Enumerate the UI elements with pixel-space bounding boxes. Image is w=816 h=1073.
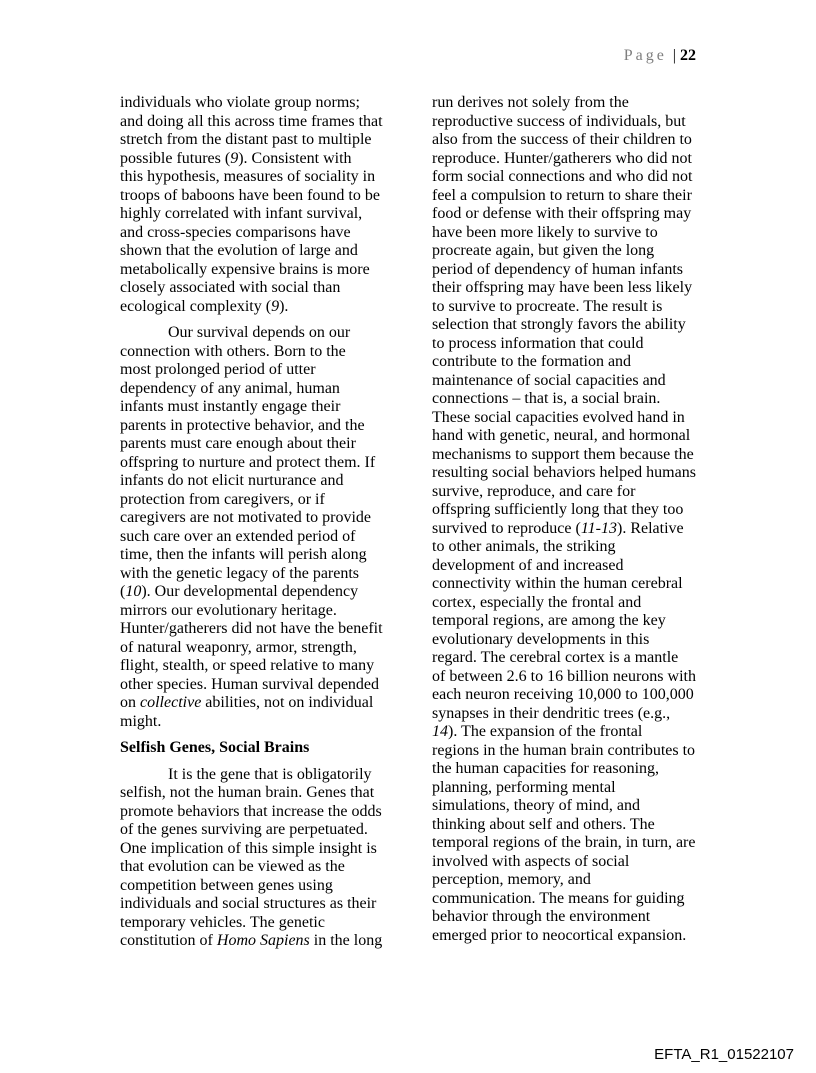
text-line: such care over an extended period of xyxy=(120,527,356,545)
text-line: feel a compulsion to return to share their xyxy=(432,186,692,204)
text-line: of natural weaponry, armor, strength, xyxy=(120,638,357,656)
text-line: connection with others. Born to the xyxy=(120,342,346,360)
page-number: 22 xyxy=(680,47,696,64)
text-line: parents must care enough about their xyxy=(120,435,356,452)
text-line: metabolically expensive brains is more xyxy=(120,260,370,278)
text-segment: ). The expansion of the frontal xyxy=(448,723,643,740)
text-line xyxy=(120,150,405,169)
text-segment: ). xyxy=(279,297,289,315)
text-line: also from the success of their children to xyxy=(432,131,692,148)
paragraph xyxy=(120,324,405,731)
text-line: run derives not solely from the xyxy=(432,94,629,111)
text-line: development of and increased xyxy=(432,556,624,574)
text-line: dependency of any animal, human xyxy=(120,379,340,397)
text-line: stretch from the distant past to multiple xyxy=(120,131,372,148)
text-line: highly correlated with infant survival, xyxy=(120,205,363,222)
text-line: These social capacities evolved hand in xyxy=(432,408,685,426)
text-line: time, then the infants will perish along xyxy=(120,546,367,563)
text-line: protection from caregivers, or if xyxy=(120,490,325,508)
text-line: food or defense with their offspring may xyxy=(432,205,692,222)
text-line: flight, stealth, or speed relative to many xyxy=(120,657,375,674)
italic-text: 14 xyxy=(432,723,448,740)
text-line xyxy=(120,583,405,602)
text-line: this hypothesis, measures of sociality in xyxy=(120,168,376,185)
text-line: thinking about self and others. The xyxy=(432,815,655,833)
text-line: might. xyxy=(120,712,162,730)
paragraph xyxy=(120,766,405,951)
text-line: temporary vehicles. The genetic xyxy=(120,913,325,931)
text-line: to other animals, the striking xyxy=(432,538,616,555)
text-line: selection that strongly favors the ability xyxy=(432,316,686,333)
text-line: reproductive success of individuals, but xyxy=(432,112,686,130)
text-line: offspring to nurture and protect them. If xyxy=(120,453,376,471)
text-line: and doing all this across time frames that xyxy=(120,112,383,130)
text-line: of between 2.6 to 16 billion neurons with xyxy=(432,667,696,685)
text-line: behavior through the environment xyxy=(432,908,651,925)
text-line: evolutionary developments in this xyxy=(432,630,650,648)
text-line: communication. The means for guiding xyxy=(432,889,685,907)
text-segment: constitution of xyxy=(120,932,217,949)
text-line: with the genetic legacy of the parents xyxy=(120,564,360,582)
text-line xyxy=(120,694,405,713)
page-label: Page xyxy=(623,47,667,64)
text-line: planning, performing mental xyxy=(432,778,616,796)
text-line: procreate again, but given the long xyxy=(432,242,655,259)
text-line: cortex, especially the frontal and xyxy=(432,593,642,611)
text-line xyxy=(432,520,717,539)
italic-text: 11-13 xyxy=(580,519,617,537)
text-line: infants do not elicit nurturance and xyxy=(120,472,344,489)
text-line: shown that the evolution of large and xyxy=(120,242,358,259)
text-line: connections – that is, a social brain. xyxy=(432,390,661,407)
paragraph xyxy=(432,94,717,945)
document-id: EFTA_R1_01522107 xyxy=(654,1046,794,1063)
paragraph xyxy=(120,94,405,316)
text-line: infants must instantly engage their xyxy=(120,398,341,415)
text-line: to process information that could xyxy=(432,334,644,352)
italic-text: 9 xyxy=(230,149,239,167)
text-line: regard. The cerebral cortex is a mantle xyxy=(432,649,679,666)
text-line: most prolonged period of utter xyxy=(120,361,316,378)
text-line: of the genes surviving are perpetuated. xyxy=(120,821,368,838)
text-line: Hunter/gatherers did not have the benefit xyxy=(120,620,383,637)
text-line: One implication of this simple insight is xyxy=(120,839,377,857)
text-line: synapses in their dendritic trees (e.g., xyxy=(432,704,671,722)
text-line: closely associated with social than xyxy=(120,279,341,296)
text-line: and cross-species comparisons have xyxy=(120,223,351,241)
text-line: Selfish Genes, Social Brains xyxy=(120,739,310,756)
text-line: individuals who violate group norms; xyxy=(120,94,360,111)
text-line: offspring sufficiently long that they too xyxy=(432,501,684,518)
text-line: resulting social behaviors helped humans xyxy=(432,464,696,481)
text-line: It is the gene that is obligatorily xyxy=(168,765,372,783)
text-segment: ). Relative xyxy=(616,519,684,537)
text-segment: ecological complexity ( xyxy=(120,297,272,315)
text-line: temporal regions of the brain, in turn, are xyxy=(432,834,696,851)
text-line: have been more likely to survive to xyxy=(432,223,658,241)
text-line: simulations, theory of mind, and xyxy=(432,797,640,814)
text-segment: possible futures ( xyxy=(120,149,231,167)
text-line: individuals and social structures as their xyxy=(120,895,377,912)
text-line: period of dependency of human infants xyxy=(432,260,684,278)
text-line: emerged prior to neocortical expansion. xyxy=(432,926,687,944)
italic-text: Homo Sapiens xyxy=(216,932,310,949)
text-segment: ). Our developmental dependency xyxy=(141,583,359,600)
italic-text: 10 xyxy=(125,583,142,600)
text-segment: in the long xyxy=(309,932,383,949)
text-line: involved with aspects of social xyxy=(432,852,630,870)
text-line: other species. Human survival depended xyxy=(120,675,380,693)
right-column xyxy=(432,94,717,953)
text-line: parents in protective behavior, and the xyxy=(120,416,365,434)
text-line: mirrors our evolutionary heritage. xyxy=(120,601,337,619)
text-line: contribute to the formation and xyxy=(432,353,632,370)
text-line: temporal regions, are among the key xyxy=(432,612,666,629)
text-line: to survive to procreate. The result is xyxy=(432,297,663,315)
text-line xyxy=(432,723,717,742)
italic-text: collective xyxy=(140,694,202,711)
text-line: survive, reproduce, and care for xyxy=(432,482,636,500)
text-line: that evolution can be viewed as the xyxy=(120,858,345,875)
text-line: competition between genes using xyxy=(120,876,333,894)
left-column xyxy=(120,94,405,959)
text-line: each neuron receiving 10,000 to 100,000 xyxy=(432,686,694,703)
text-line: hand with genetic, neural, and hormonal xyxy=(432,427,691,444)
text-segment: ( xyxy=(120,583,126,600)
text-line: maintenance of social capacities and xyxy=(432,371,666,389)
text-line: Our survival depends on our xyxy=(168,324,351,341)
text-line: perception, memory, and xyxy=(432,871,591,888)
italic-text: 9 xyxy=(271,297,280,315)
page-header xyxy=(624,47,696,65)
text-line: promote behaviors that increase the odds xyxy=(120,802,382,820)
text-line: caregivers are not motivated to provide xyxy=(120,509,372,526)
text-segment: ). Consistent with xyxy=(238,149,352,167)
text-line: selfish, not the human brain. Genes that xyxy=(120,784,375,801)
text-line: connectivity within the human cerebral xyxy=(432,575,683,592)
text-line xyxy=(120,298,405,317)
section-heading xyxy=(120,739,405,758)
text-line xyxy=(120,932,405,951)
text-segment: abilities, not on individual xyxy=(201,694,374,711)
text-line: regions in the human brain contributes to xyxy=(432,741,696,759)
text-line: mechanisms to support them because the xyxy=(432,445,694,463)
text-line: reproduce. Hunter/gatherers who did not xyxy=(432,149,692,167)
page-separator: | xyxy=(672,47,676,64)
text-segment: survived to reproduce ( xyxy=(432,519,581,537)
text-segment: on xyxy=(120,694,140,711)
text-line: the human capacities for reasoning, xyxy=(432,760,660,777)
text-line: troops of baboons have been found to be xyxy=(120,186,380,204)
text-line: their offspring may have been less likely xyxy=(432,279,693,296)
text-line: form social connections and who did not xyxy=(432,168,693,185)
